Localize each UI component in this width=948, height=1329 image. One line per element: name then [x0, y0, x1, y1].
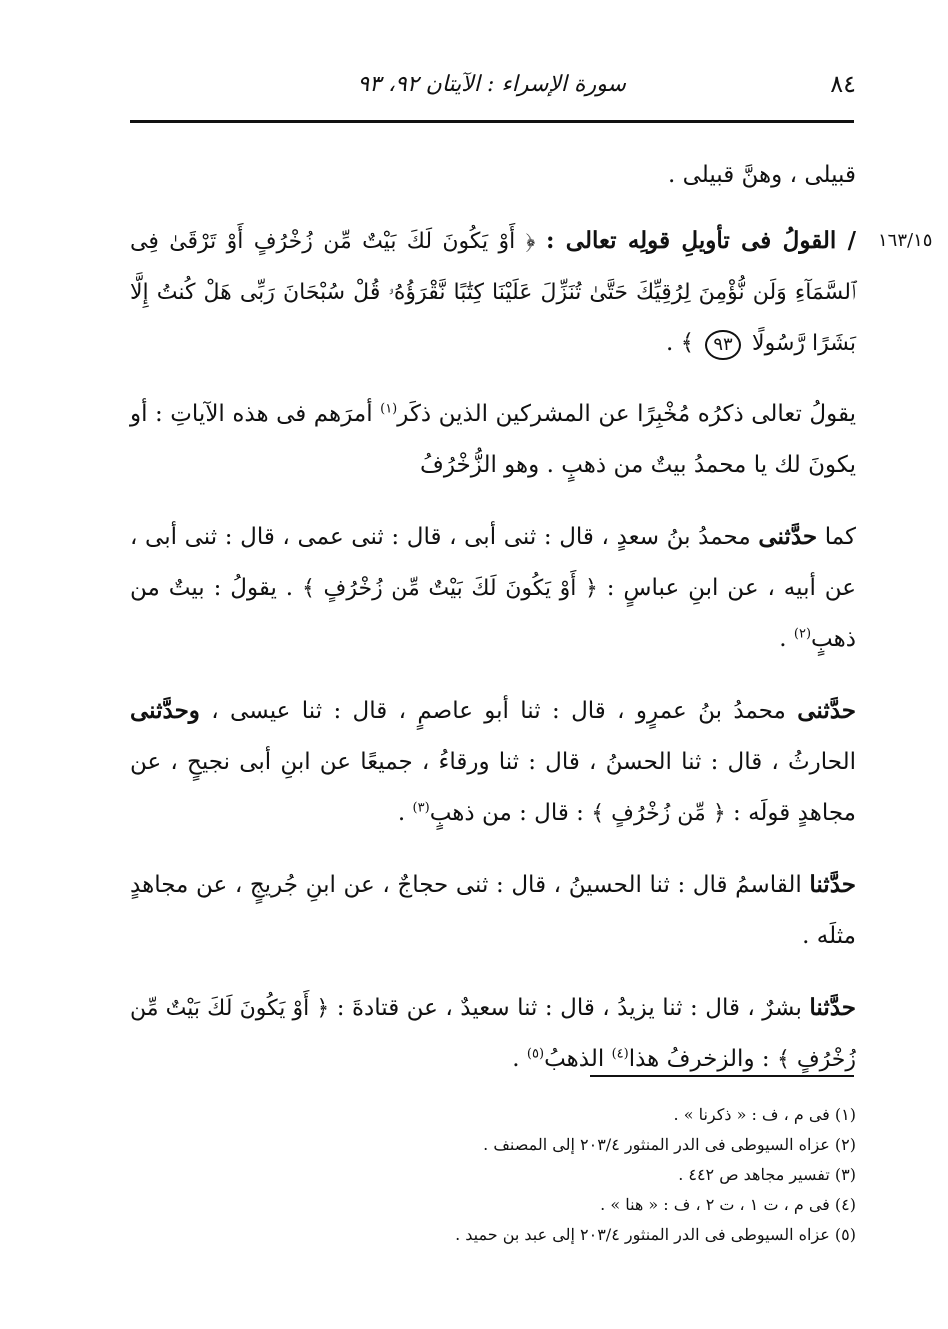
- section-heading: / القولُ فى تأويلِ قولِه تعالى :: [545, 227, 856, 254]
- quran-quote: ﴿ مِّن زُخْرُفٍ ﴾: [591, 801, 726, 826]
- paragraph-0: [130, 150, 856, 201]
- narration-keyword: حدَّثنى: [797, 697, 857, 724]
- footnote-5: (٥) عزاه السيوطى فى الدر المنثور ٢٠٣/٤ إلى عبد بن حميد .: [455, 1225, 856, 1244]
- footnote-3: (٣) تفسير مجاهد ص ٤٤٢ .: [678, 1165, 856, 1184]
- quran-verse: ﴿ أَوْ يَكُونَ لَكَ بَيْتٌ مِّن زُخْرُفٍ أَوْ تَرْقَىٰ فِى ٱلسَّمَآءِ وَلَن نُّؤْمِنَ لِرُقِيِّكَ حَتَّىٰ تُنَزِّلَ عَلَيْنَا كِتَٰبًا نَّقْرَؤُهُۥ قُلْ سُبْحَانَ رَبِّى هَلْ كُنتُ إِلَّا بَشَرًا رَّسُولًا: [130, 229, 856, 356]
- paragraph-text: القاسمُ قال : ثنا الحسينُ ، قال : ثنى حجاجٌ ، عن ابنِ جُريجٍ ، عن مجاهدٍ مثلَه .: [130, 872, 856, 949]
- footnotes: [200, 1100, 856, 1250]
- paragraph-text: كما: [824, 524, 857, 550]
- paragraph-text: بشرٌ ، قال : ثنا يزيدُ ، قال : ثنا سعيدٌ ، عن قتادةَ :: [336, 995, 802, 1021]
- narration-keyword: وحدَّثنى: [130, 697, 200, 724]
- paragraph-text: محمدُ بنُ سعدٍ ، قال : ثنى أبى ، قال : ثنى عمى ، قال : ثنى أبى ، عن أبيه ، عن ابنِ عباسٍ :: [130, 524, 857, 601]
- footnote-rule: [590, 1075, 854, 1077]
- footnote-4: (٤) فى م ، ت ١ ، ت ٢ ، ف : « هنا » .: [600, 1195, 856, 1214]
- paragraph-text: قبيلى ، وهنَّ قبيلى .: [667, 162, 856, 188]
- footnote-ref: (٣): [412, 800, 430, 816]
- paragraph-3: [130, 511, 856, 665]
- paragraph-text: : والزخرفُ هذا: [628, 1046, 770, 1072]
- paragraph-verse-heading: [130, 215, 856, 369]
- narration-keyword: حدَّثنى: [758, 523, 818, 550]
- footnote-ref: (٢): [793, 626, 812, 642]
- paragraph-4: [130, 685, 856, 839]
- page-number: ٨٤: [830, 70, 856, 98]
- paragraph-5: [130, 859, 856, 962]
- paragraph-text: .: [779, 626, 787, 652]
- quran-quote: ﴿ أَوْ يَكُونَ لَكَ بَيْتٌ مِّن زُخْرُفٍ ﴾: [130, 996, 856, 1072]
- running-title: سورة الإسراء : الآيتان ٩٢، ٩٣: [357, 72, 626, 97]
- paragraph-text: : قال : من ذهبٍ: [429, 800, 584, 826]
- paragraph-text: .: [512, 1046, 520, 1072]
- paragraph-text: أمرَهم فى هذه الآياتِ : أو يكونَ لك يا محمدُ بيتٌ من ذهبٍ . وهو الزُّخْرُفُ: [130, 401, 856, 478]
- footnote-ref: (٥): [526, 1046, 545, 1062]
- narration-keyword: حدَّثنا: [809, 994, 857, 1021]
- paragraph-text: الحارثُ ، قال : ثنا الحسنُ ، قال : ثنا ورقاءُ ، جميعًا عن ابنِ أبى نجيحٍ ، عن مجاهدٍ قولَه :: [130, 749, 856, 826]
- verse-end: ﴾ .: [665, 330, 695, 356]
- footnote-ref: (٤): [611, 1046, 629, 1062]
- header-rule: [130, 120, 854, 123]
- paragraph-6: [130, 982, 856, 1085]
- narration-keyword: حدَّثنا: [809, 871, 856, 898]
- paragraph-text: . يقولُ : بيتٌ من ذهبٍ: [130, 575, 856, 652]
- paragraph-text: محمدُ بنُ عمرٍو ، قال : ثنا أبو عاصمٍ ، قال : ثنا عيسى ،: [211, 698, 786, 724]
- paragraph-text: .: [397, 800, 406, 826]
- footnote-2: (٢) عزاه السيوطى فى الدر المنثور ٢٠٣/٤ إلى المصنف .: [483, 1135, 856, 1154]
- ayah-number-marker: ٩٣: [705, 330, 740, 360]
- paragraph-text: الذهبُ: [544, 1046, 605, 1072]
- page-header: [130, 70, 856, 104]
- footnote-ref: (١): [380, 401, 398, 417]
- main-text: [130, 150, 856, 1105]
- paragraph-text: يقولُ تعالى ذكرُه مُخْبِرًا عن المشركين الذين ذكَر: [397, 401, 857, 427]
- footnote-1: (١) فى م ، ف : « ذكرنا » .: [673, 1105, 856, 1124]
- paragraph-2: [130, 389, 856, 491]
- margin-reference: ١٦٣/١٥: [878, 230, 933, 251]
- quran-quote: ﴿ أَوْ يَكُونَ لَكَ بَيْتٌ مِّن زُخْرُفٍ ﴾: [302, 576, 598, 601]
